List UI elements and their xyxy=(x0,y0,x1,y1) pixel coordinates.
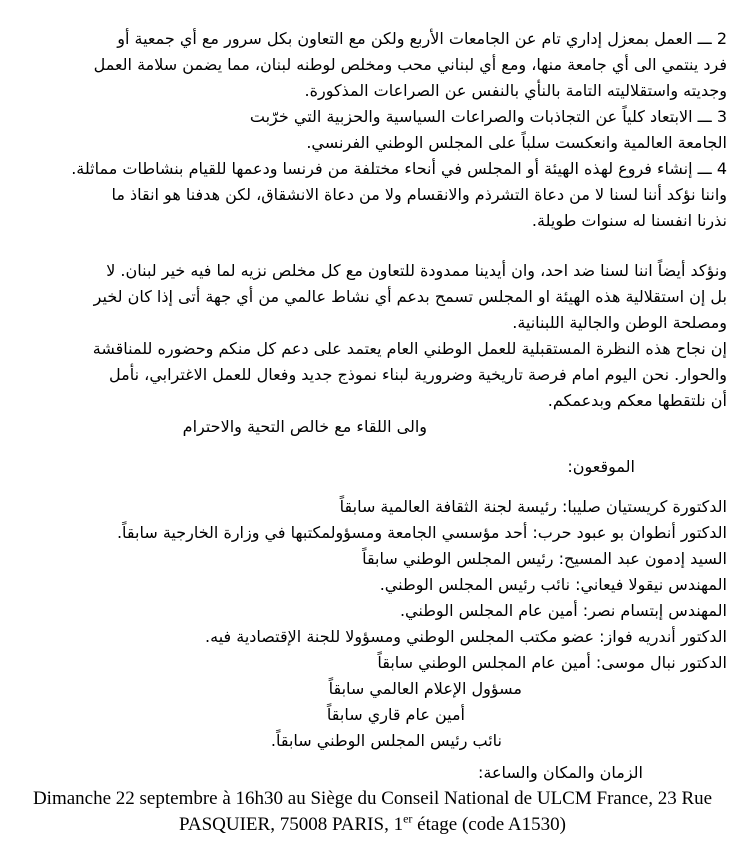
point4-line-1: 4 ـــ إنشاء فروع لهذه الهيئة أو المجلس في أنحاء مختلفة من فرنسا ودعمها للقيام بنشاطات مماثلة. xyxy=(71,159,727,178)
paragraph2-line-1: ونؤكد أيضاً اننا لسنا ضد احد، وان أيدينا ممدودة للتعاون مع كل مخلص نزيه لما فيه خير لبنان. لا xyxy=(106,261,727,280)
point2-line-1: 2 ـــ العمل بمعزل إداري تام عن الجامعات الأربع ولكن مع التعاون بكل سرور مع أي جمعية أو xyxy=(117,29,727,48)
point4-line-3: نذرنا انفسنا له سنوات طويلة. xyxy=(531,211,727,230)
signatory-line: الدكتور نبال موسى: أمين عام المجلس الوطني سابقاً xyxy=(377,653,727,672)
meeting-address-suffix: étage (code A1530) xyxy=(412,814,566,835)
signatory-line: الدكتورة كريستيان صليبا: رئيسة لجنة الثقافة العالمية سابقاً xyxy=(339,497,727,516)
signatory-line: المهندس إبتسام نصر: أمين عام المجلس الوطني. xyxy=(399,601,727,620)
point4-line-2: واننا نؤكد أننا لسنا لا من دعاة التشرذم والانقسام ولا من دعاة الانشقاق، لكن هدفنا هو انقاذ ما xyxy=(111,185,727,204)
point3-line-1: 3 ـــ الابتعاد كلياً عن التجاذبات والصراعات السياسية والحزبية التي خرّبت xyxy=(249,107,727,126)
signatories-heading: الموقعون: xyxy=(567,457,635,476)
closing-salutation: والى اللقاء مع خالص التحية والاحترام xyxy=(182,417,427,436)
extra-title-line: مسؤول الإعلام العالمي سابقاً xyxy=(328,679,522,698)
point3-line-2: الجامعة العالمية وانعكست سلباً على المجلس الوطني الفرنسي. xyxy=(306,133,727,152)
paragraph2-line-6: أن نلتقطها معكم وبدعمكم. xyxy=(547,391,727,410)
extra-title-line: أمين عام قاري سابقاً xyxy=(326,705,465,724)
meeting-details-line-2 xyxy=(18,812,727,838)
paragraph2-line-2: بل إن استقلالية هذه الهيئة او المجلس تسمح بدعم أي نشاط عالمي من أي جهة أتى إذا كان لخير xyxy=(93,287,727,306)
paragraph2-line-3: ومصلحة الوطن والجالية اللبنانية. xyxy=(512,313,727,332)
section-gap xyxy=(18,480,727,494)
paragraph2-line-4: إن نجاح هذه النظرة المستقبلية للعمل الوطني العام يعتمد على دعم كل منكم وحضوره للمناقشة xyxy=(92,339,727,358)
paragraph-gap xyxy=(18,234,727,258)
meeting-details-line-1: Dimanche 22 septembre à 16h30 au Siège du Conseil National de ULCM France, 23 Rue xyxy=(32,788,713,809)
when-where-heading: الزمان والمكان والساعة: xyxy=(478,763,643,782)
point2-line-2: فرد ينتمي الى أي جامعة منها، ومع أي لبناني محب ومخلص لوطنه لبنان، مما يضمن سلامة العمل xyxy=(93,55,727,74)
point2-line-3: وجديته واستقلاليته التامة بالنأي بالنفس عن الصراعات المذكورة. xyxy=(304,81,727,100)
ordinal-superscript: er xyxy=(403,811,413,826)
signatory-line: السيد إدمون عبد المسيح: رئيس المجلس الوطني سابقاً xyxy=(362,549,727,568)
signatory-line: المهندس نيقولا فيعاني: نائب رئيس المجلس الوطني. xyxy=(379,575,727,594)
extra-title-line: نائب رئيس المجلس الوطني سابقاً. xyxy=(270,731,502,750)
signatory-line: الدكتور أندريه فواز: عضو مكتب المجلس الوطني ومسؤولا للجنة الإقتصادية فيه. xyxy=(205,627,727,646)
signatory-line: الدكتور أنطوان بو عبود حرب: أحد مؤسسي الجامعة ومسؤولمكتبها في وزارة الخارجية سابقاً. xyxy=(116,523,727,542)
paragraph2-line-5: والحوار. نحن اليوم امام فرصة تاريخية وضرورية لبناء نموذج جديد وفعال للعمل الاغترابي، نأمل xyxy=(109,365,727,384)
meeting-address-prefix: PASQUIER, 75008 PARIS, 1 xyxy=(179,814,404,835)
section-gap xyxy=(18,440,727,454)
